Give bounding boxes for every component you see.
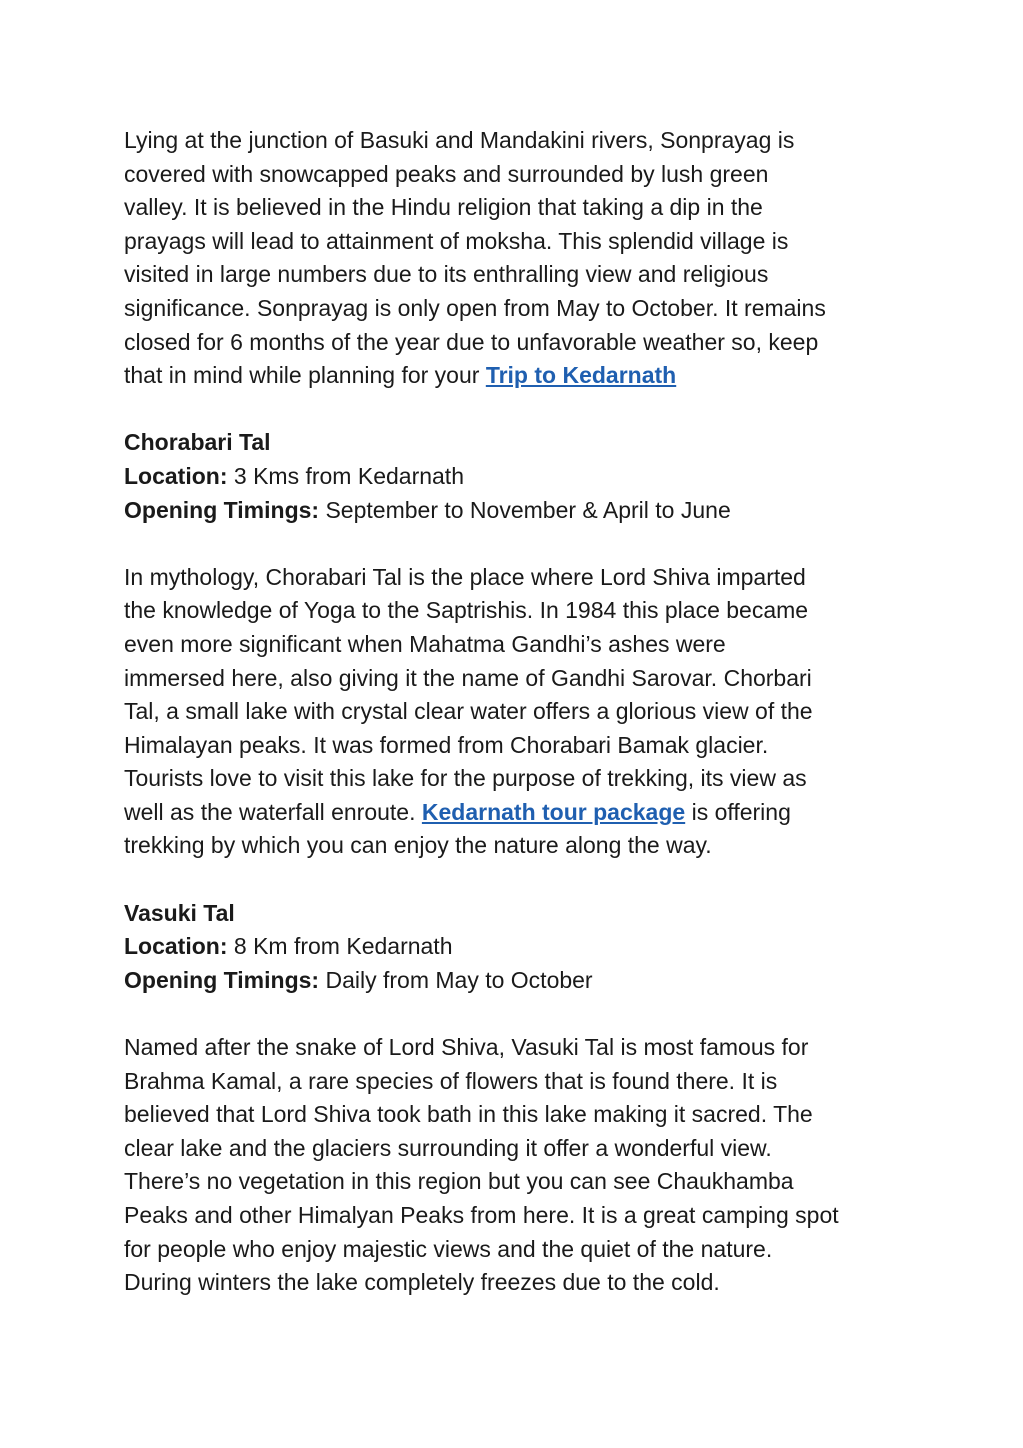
chorabari-section [124, 426, 914, 863]
location-label: Location: [124, 933, 228, 960]
paragraph-line: Brahma Kamal, a rare species of flowers that is found there. It is [124, 1067, 778, 1094]
paragraph-line: valley. It is believed in the Hindu religion that taking a dip in the [124, 194, 763, 221]
vasuki-section [124, 897, 914, 1300]
location-value: 8 Km from Kedarnath [227, 933, 453, 960]
paragraph-line: clear lake and the glaciers surrounding it offer a wonderful view. [124, 1134, 772, 1161]
intro-paragraph [124, 124, 914, 393]
spacer [124, 393, 914, 427]
paragraph-line: Peaks and other Himalyan Peaks from here. It is a great camping spot [124, 1202, 839, 1228]
paragraph-line: prayags will lead to attainment of moksha. This splendid village is [124, 227, 789, 254]
timings-line [124, 494, 914, 528]
paragraph-line: the knowledge of Yoga to the Saptrishis. In 1984 this place became [124, 597, 809, 624]
paragraph-line: closed for 6 months of the year due to unfavorable weather so, keep [124, 328, 819, 355]
paragraph-line-with-link [124, 796, 914, 830]
paragraph-line: covered with snowcapped peaks and surrounded by lush green [124, 160, 769, 187]
paragraph-line: Named after the snake of Lord Shiva, Vasuki Tal is most famous for [124, 1034, 809, 1061]
section-title: Vasuki Tal [124, 899, 235, 926]
paragraph-line: for people who enjoy majestic views and the quiet of the nature. [124, 1235, 773, 1262]
link-line-prefix: well as the waterfall enroute. [124, 798, 422, 825]
document-page [124, 124, 914, 1300]
chorabari-description [124, 561, 914, 863]
spacer [124, 863, 914, 897]
timings-value: Daily from May to October [319, 966, 593, 993]
paragraph-line: Tourists love to visit this lake for the purpose of trekking, its view as [124, 765, 807, 792]
paragraph-line: immersed here, also giving it the name of Gandhi Sarovar. Chorbari [124, 664, 812, 691]
paragraph-line: Lying at the junction of Basuki and Mandakini rivers, Sonprayag is [124, 127, 795, 153]
timings-label: Opening Timings: [124, 496, 320, 523]
paragraph-line-with-link [124, 359, 914, 393]
section-title: Chorabari Tal [124, 429, 271, 456]
location-line [124, 460, 914, 494]
trip-to-kedarnath-link[interactable]: Trip to Kedarnath [485, 362, 677, 389]
timings-label: Opening Timings: [124, 966, 320, 993]
paragraph-line: Himalayan peaks. It was formed from Chorabari Bamak glacier. [124, 731, 769, 758]
spacer [124, 997, 914, 1031]
kedarnath-tour-package-link[interactable]: Kedarnath tour package [421, 798, 686, 825]
timings-line [124, 964, 914, 998]
paragraph-line: believed that Lord Shiva took bath in this lake making it sacred. The [124, 1101, 813, 1128]
link-line-suffix: is offering [685, 798, 791, 825]
location-value: 3 Kms from Kedarnath [227, 462, 464, 489]
paragraph-line: visited in large numbers due to its enthralling view and religious [124, 261, 769, 288]
location-label: Location: [124, 462, 228, 489]
paragraph-line: During winters the lake completely freezes due to the cold. [124, 1269, 720, 1296]
paragraph-line: significance. Sonprayag is only open from May to October. It remains [124, 294, 826, 321]
spacer [124, 527, 914, 561]
timings-value: September to November & April to June [319, 496, 731, 523]
paragraph-line: There’s no vegetation in this region but you can see Chaukhamba [124, 1168, 794, 1195]
paragraph-line: Tal, a small lake with crystal clear water offers a glorious view of the [124, 698, 813, 725]
paragraph-line: even more significant when Mahatma Gandhi’s ashes were [124, 630, 726, 657]
location-line [124, 930, 914, 964]
paragraph-line: trekking by which you can enjoy the nature along the way. [124, 832, 712, 859]
vasuki-description [124, 1031, 914, 1300]
paragraph-line: In mythology, Chorabari Tal is the place where Lord Shiva imparted [124, 563, 806, 590]
link-line-prefix: that in mind while planning for your [124, 362, 486, 389]
